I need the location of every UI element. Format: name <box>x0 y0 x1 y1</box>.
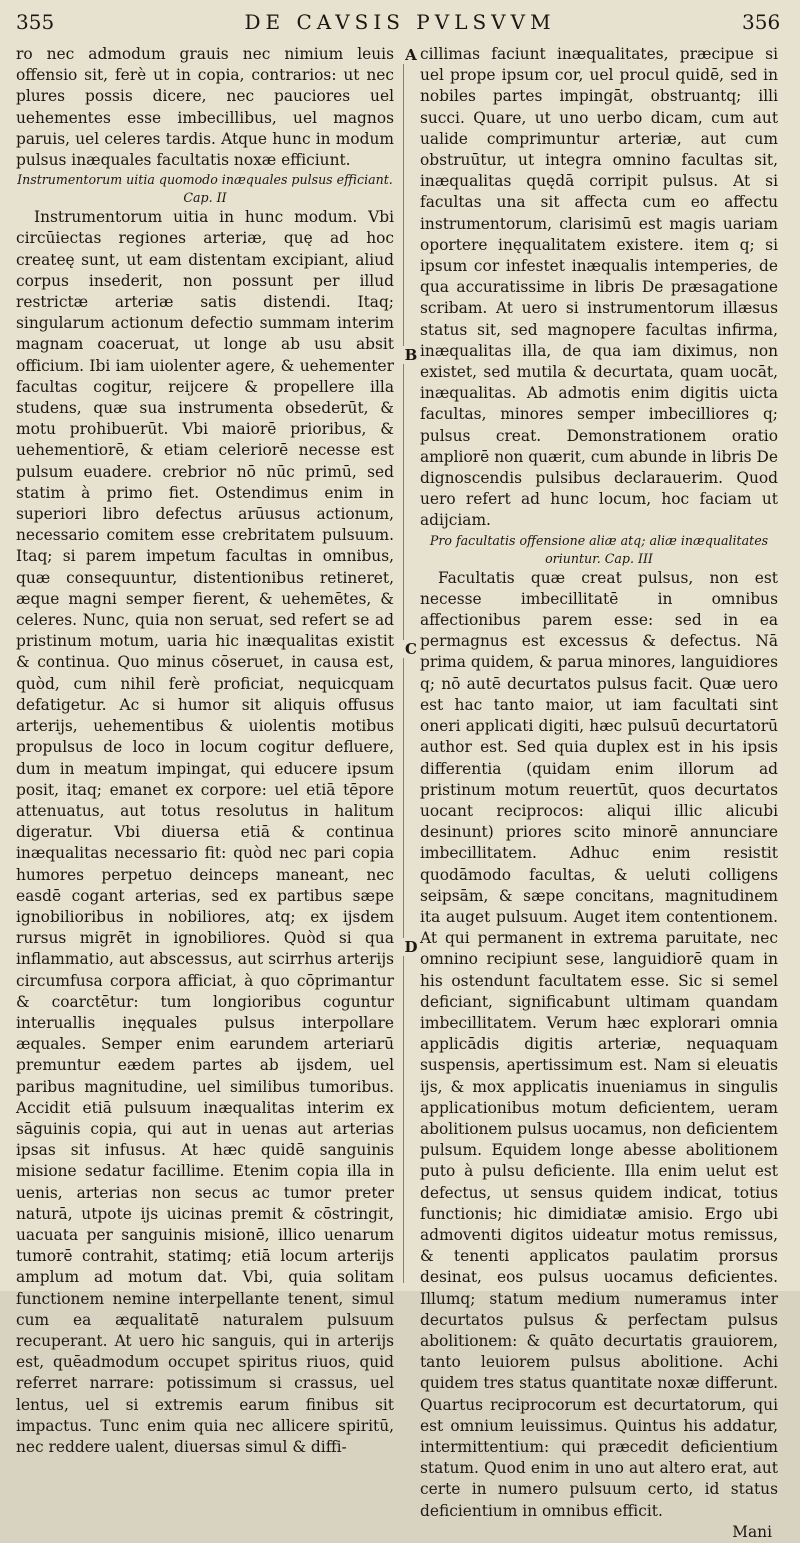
paragraph: ro nec admodum grauis nec nimium leuis offensio sit, ferè ut in copia, contrarios: ut nec plures possis dicere, nec pauciores uel uehementes esse imbecillibus, uel magnos paruis, uel celeres tardis. Atque hunc in modum pulsus inæquales facultatis noxæ efficiunt. <box>16 45 394 170</box>
right-column <box>420 44 778 1541</box>
running-title: DE CAVSIS PVLSVVM <box>244 10 556 34</box>
margin-letter-d: D <box>400 938 422 956</box>
paragraph: Instrumentorum uitia in hunc modum. Vbi circūiectas regiones arteriæ, quę ad hoc createę sunt, ut eam distentam excipiant, aliud corpus insederit, non possunt per illud restrictæ arteriæ satis distendi. Itaq; singularum actionum defectio summam interim magnam coaceruat, ut longe ab usu absit officium. Ibi iam uiolenter agere, & uehementer facultas cogitur, reijcere & propellere illa studens, quæ sua instrumenta obsederūt, & motu prohibuerūt. Vbi maiorē prioribus, & uehementiorē, & etiam celeriorē necesse est pulsum euadere. crebrior nō nūc primū, sed statim à primo fiet. Ostendimus enim in superiori libro defectus arūusus actionum, necessario comitem esse crebritatem pulsuum. Itaq; si parem impetum facultas in omnibus, quæ consequuntur, distentionibus retineret, æque magni semper fierent, & uehemētes, & celeres. Nunc, quia non seruat, sed refert se ad pristinum motum, uaria hic inæqualitas existit & continua. Quo minus cōseruet, in causa est, quòd, cum nihil ferè proficiat, nequicquam defatigetur. Ac si humor sit aliquis offusus arterijs, uehementibus & uiolentis motibus propulsus de loco in locum cogitur defluere, dum in meatum impingat, qui educere ipsum posit, itaq; emanet ex corpore: uel etiā tēpore attenuatus, aut totus resolutus in halitum digeratur. Vbi diuersa etiā & continua inæqualitas necessario fit: quòd nec pari copia humores perpetuo deinceps maneant, nec easdē cogant arterias, sed ex partibus sæpe ignobilioribus in nobiliores, atq; ex ijsdem rursus migrēt in ignobiliores. Quòd si qua inflammatio, aut abscessus, aut scirrhus arterijs circumfusa corpora afficiat, à quo cōprimantur & coarctētur: tum longioribus coguntur interuallis inęquales pulsus interpollare æquales. Semper enim earundem arteriarū premuntur eædem partes ab ijsdem, uel paribus magnitudine, uel similibus tumoribus. Accidit etiā pulsuum inæqualitas interim ex sāguinis copia, qui aut in uenas aut arterias ipsas sit infusus. At hæc quidē sanguinis misione sedatur facillime. Etenim copia illa in uenis, arterias non secus ac tumor preter naturā, utpote ijs uicinas premit & cōstringit, uacuata per sanguinis misionē, illico uenarum tumorē contrahit, statimq; etiā locum arterijs amplum ad motum dat. Vbi, quia solitam functionem nemine interpellante tenent, simul cum ea æqualitatē naturalem pulsuum recuperant. At uero hic sanguis, qui in arterijs est, quēadmodum occupet spiritus riuos, quid referret narrare: potissimum si crassus, uel lentus, uel si extremis earum finibus sit impactus. Tunc enim quia nec allicere spiritū, nec reddere ualent, diuersas simul & diffi- <box>16 208 394 1456</box>
margin-letter-c: C <box>400 640 422 658</box>
margin-letter-b: B <box>400 346 422 364</box>
paragraph: Facultatis quæ creat pulsus, non est necesse imbecillitatē in omnibus affectionibus parem esse: sed in ea permagnus est excessus & defectus. Nā prima quidem, & parua minores, languidiores q; nō autē decurtatos pulsus facit. Quæ uero est hac tanto maior, ut iam facultati sint oneri applicati digiti, hæc pulsuū decurtatorū author est. Sed quia duplex est in his ipsis differentia (quidam enim illorum ad pristinum motum reuertūt, quos decurtatos uocant reciprocos: aliqui illic alicubi desinunt) priores scito minorē annunciare imbecillitatem. Adhuc enim resistit quodāmodo facultas, & ueluti colligens seipsām, & sæpe concitans, magnitudinem ita auget pulsuum. Auget item contentionem. At qui permanent in extrema paruitate, nec omnino recipiunt sese, languidiorē quam in his ostendunt facultatem esse. Sic si semel deficiant, significabunt ultimam quandam imbecillitatem. Verum hæc explorari omnia applicādis digitis arteriæ, nequaquam suspensis, apertissimum est. Nam si eleuatis ijs, & mox applicatis inueniamus in singulis applicationibus motum deficientem, ueram abolitionem pulsus uocamus, non deficientem pulsum. Equidem longe abesse abolitionem puto à pulsu deficiente. Illa enim uelut est defectus, ut sensus quidem indicat, totius functionis; hic dimidiatæ amisio. Ergo ubi admoventi digitos uideatur motus remissus, & tenenti applicatos paulatim prorsus desinat, eos pulsus uocamus deficientes. Illumq; statum medium numeramus inter decurtatos pulsus & perfectam pulsus abolitionem: & quāto decurtatis grauiorem, tanto leuiorem pulsus abolitione. Achi quidem tres status quantitate noxæ differunt. Quartus reciprocorum est decurtatorum, qui est omnium leuissimus. Quintus his addatur, intermittentium: qui præcedit deficientium statum. Quod enim in uno aut altero erat, aut certe in numero pulsuum certo, id status deficientium in omnibus efficit. <box>420 568 778 1520</box>
left-column <box>16 44 394 1456</box>
chapter-heading: Instrumentorum uitia quomodo inæquales pulsus efficiant. Cap. II <box>17 172 393 206</box>
right-page-number: 356 <box>742 10 781 34</box>
margin-letter-a: A <box>400 46 422 64</box>
left-page-number: 355 <box>16 10 55 34</box>
catchword: Mani <box>732 1522 772 1541</box>
paragraph: cillimas faciunt inæqualitates, præcipue si uel prope ipsum cor, uel procul quidē, sed in nobiles partes impingāt, obstruantq; illi succi. Quare, ut uno uerbo dicam, cum aut ualide comprimuntur arteriæ, aut cum obstruūtur, ut integra omnino facultas sit, inæqualitas quędā corripit pulsus. At si facultas una sit affecta cum eo affectu instrumentorum, clarisimū est magis uariam oportere inęqualitatem existere. item q; si ipsum cor infestet inæqualis intemperies, de qua accuratissime in libris De præsagatione scribam. At uero si instrumentorum illæsus status sit, sed magnopere facultas infirma, inæqualitas illa, de qua iam diximus, non existet, sed mutila & decurtata, quam uocāt, inæqualitas. Ab admotis enim digitis uicta facultas, minores semper imbecilliores q; pulsus creat. Demonstrationem oratio ampliorē non quærit, cum abunde in libris De dignoscendis pulsibus declarauerim. Quod uero refert ad hunc locum, hoc faciam ut adijciam. <box>420 45 778 530</box>
page-header <box>0 0 800 44</box>
column-divider <box>403 46 404 1283</box>
chapter-heading: Pro facultatis offensione aliæ atq; aliæ inæqualitates oriuntur. Cap. III <box>429 532 769 566</box>
